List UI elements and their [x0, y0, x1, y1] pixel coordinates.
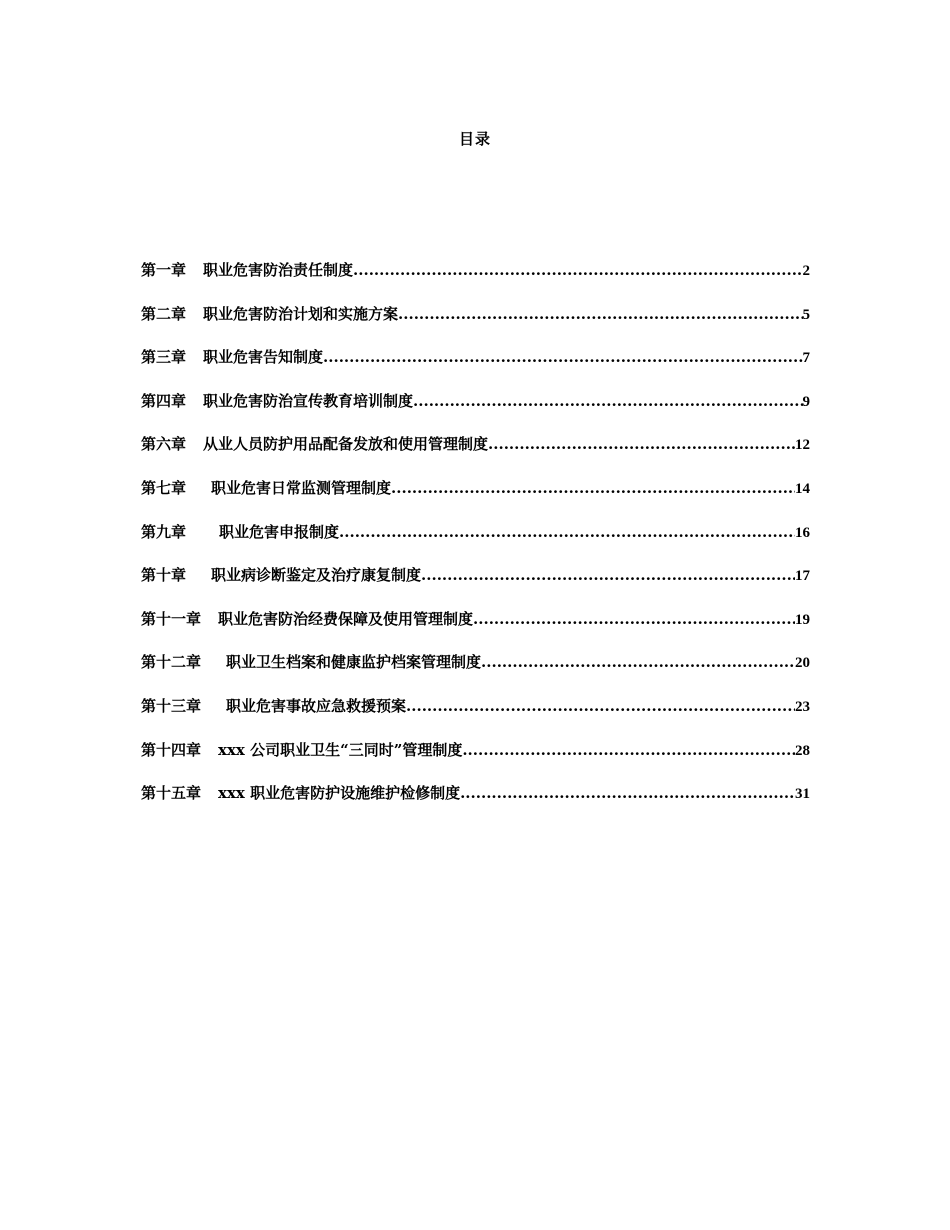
toc-dot-leader	[398, 305, 802, 323]
toc-page-number: 16	[795, 524, 810, 541]
toc-entry[interactable]	[141, 346, 810, 390]
toc-chapter-number: 第一章	[141, 261, 187, 279]
toc-dot-leader	[481, 653, 795, 671]
toc-entry[interactable]	[141, 303, 810, 347]
toc-chapter-title: 职业危害申报制度	[219, 522, 340, 541]
toc-page-number: 14	[795, 480, 810, 497]
toc-entry[interactable]	[141, 739, 810, 783]
toc-chapter-title: 职业危害防治经费保障及使用管理制度	[218, 609, 474, 628]
toc-entry[interactable]	[141, 477, 810, 521]
toc-chapter-number: 第十二章	[141, 653, 202, 672]
toc-chapter-title: 职业危害防治宣传教育培训制度	[203, 391, 414, 410]
toc-chapter-number: 第四章	[141, 391, 187, 410]
toc-entry[interactable]	[141, 651, 810, 695]
toc-dot-leader	[421, 566, 795, 584]
toc-chapter-title: 职业危害告知制度	[203, 348, 324, 367]
toc-chapter-number: 第七章	[141, 478, 187, 497]
toc-list	[141, 259, 810, 826]
toc-dot-leader	[460, 784, 795, 802]
toc-chapter-number: 第十五章	[141, 784, 202, 803]
toc-title: 目录	[458, 130, 491, 148]
toc-chapter-number: 第十四章	[141, 740, 202, 759]
toc-page-number: 5	[802, 306, 810, 323]
toc-chapter-number: 第三章	[141, 348, 187, 367]
toc-page-number: 23	[795, 698, 810, 715]
toc-dot-leader	[406, 697, 795, 715]
toc-chapter-title: 从业人员防护用品配备发放和使用管理制度	[203, 435, 489, 454]
toc-dot-leader	[323, 348, 802, 366]
toc-dot-leader	[339, 523, 795, 541]
toc-chapter-number: 第十章	[141, 566, 187, 585]
toc-chapter-title: xxx 公司职业卫生“三同时”管理制度	[218, 740, 463, 759]
toc-chapter-title: 职业危害防治计划和实施方案	[203, 304, 399, 323]
toc-page-number: 9	[802, 393, 810, 410]
toc-page-number: 2	[802, 263, 810, 279]
toc-page-number: 20	[795, 655, 810, 672]
toc-entry[interactable]	[141, 695, 810, 739]
toc-page-number: 19	[795, 611, 810, 628]
toc-chapter-number: 第二章	[141, 304, 187, 323]
toc-page-number: 7	[802, 350, 810, 367]
toc-dot-leader	[391, 479, 795, 497]
toc-chapter-title: 职业危害防治责任制度	[203, 261, 354, 279]
toc-entry[interactable]	[141, 390, 810, 434]
toc-chapter-title: 职业危害日常监测管理制度	[211, 478, 392, 497]
toc-entry[interactable]	[141, 259, 810, 303]
toc-dot-leader	[473, 610, 795, 628]
toc-chapter-number: 第十一章	[141, 609, 202, 628]
toc-page-number: 17	[795, 568, 810, 585]
toc-chapter-title: 职业病诊断鉴定及治疗康复制度	[211, 566, 422, 585]
toc-entry[interactable]	[141, 564, 810, 608]
toc-chapter-number: 第九章	[141, 522, 187, 541]
toc-entry[interactable]	[141, 521, 810, 565]
toc-dot-leader	[413, 392, 802, 410]
toc-dot-leader	[353, 261, 802, 279]
toc-entry[interactable]	[141, 433, 810, 477]
toc-dot-leader	[462, 741, 795, 759]
toc-page-number: 31	[795, 786, 810, 803]
toc-chapter-title: 职业卫生档案和健康监护档案管理制度	[226, 653, 482, 672]
toc-chapter-number: 第十三章	[141, 696, 202, 715]
toc-chapter-title: xxx 职业危害防护设施维护检修制度	[218, 784, 461, 803]
toc-entry[interactable]	[141, 782, 810, 826]
toc-page-number: 12	[795, 437, 810, 454]
toc-entry[interactable]	[141, 608, 810, 652]
toc-chapter-number: 第六章	[141, 435, 187, 454]
toc-chapter-title: 职业危害事故应急救援预案	[226, 696, 407, 715]
toc-page-number: 28	[795, 742, 810, 759]
toc-dot-leader	[488, 435, 795, 453]
